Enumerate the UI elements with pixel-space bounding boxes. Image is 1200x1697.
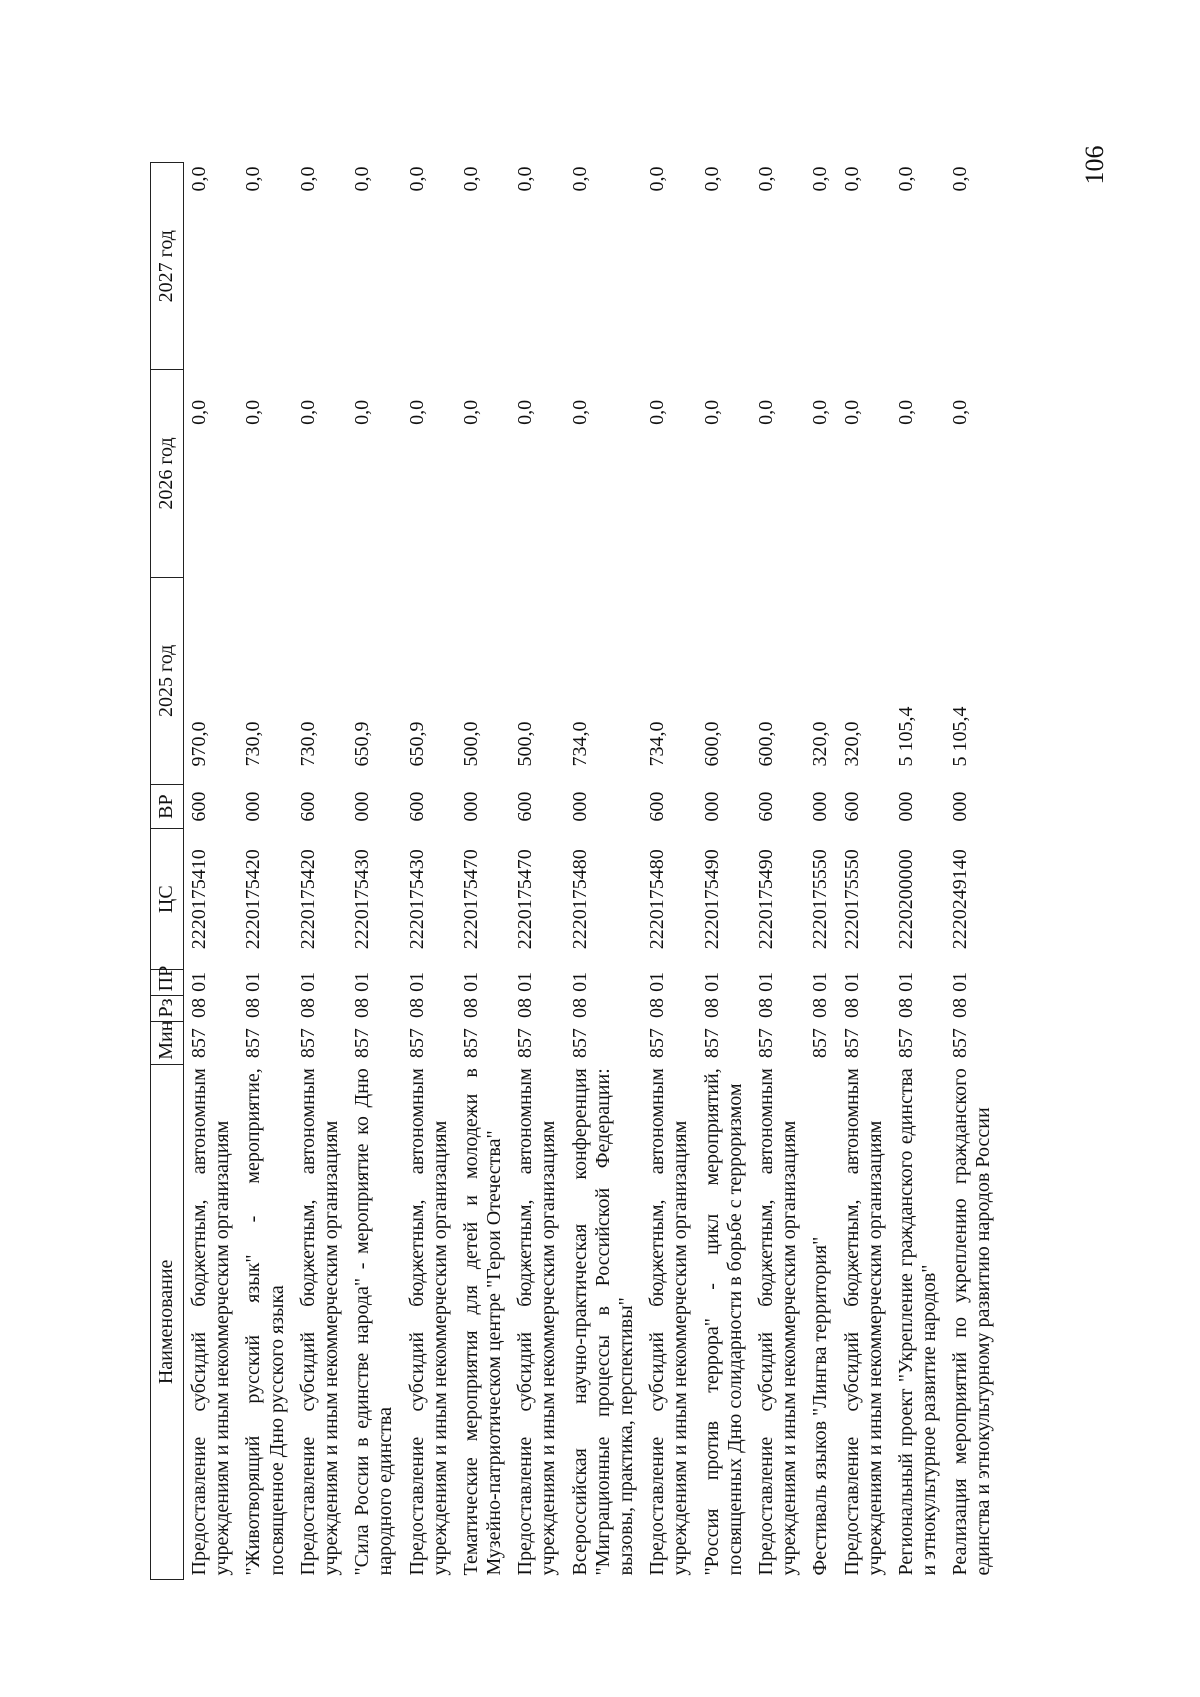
- row-name: "Сила России в единстве народа" - мероприятие ко Дню народного единства: [351, 1068, 397, 1576]
- row-2026: 0,0: [568, 399, 591, 425]
- row-min: 857: [646, 1028, 669, 1059]
- row-2026: 0,0: [514, 399, 537, 425]
- row-2027: 0,0: [894, 166, 917, 192]
- row-vr: 000: [809, 791, 832, 822]
- header-2025: 2025 год: [151, 577, 184, 784]
- row-2027: 0,0: [700, 166, 723, 192]
- row-2026: 0,0: [949, 399, 972, 425]
- row-pr: 01: [242, 971, 265, 992]
- table-body: [184, 163, 1000, 1580]
- row-pr: 01: [568, 971, 591, 992]
- row-rz: 08: [296, 997, 319, 1018]
- row-2027: 0,0: [405, 166, 428, 192]
- row-2026: 0,0: [809, 399, 832, 425]
- row-2027: 0,0: [296, 166, 319, 192]
- row-cs: 2220175430: [405, 849, 428, 950]
- row-rz: 08: [459, 997, 482, 1018]
- row-min: 857: [894, 1028, 917, 1059]
- row-2026: 0,0: [188, 399, 210, 425]
- row-vr: 600: [754, 791, 777, 822]
- row-rz: 08: [840, 997, 863, 1018]
- row-2026: 0,0: [459, 399, 482, 425]
- row-cs: 2220175420: [242, 849, 265, 950]
- row-min: 857: [188, 1028, 210, 1059]
- row-min: 857: [514, 1028, 537, 1059]
- row-pr: 01: [949, 971, 972, 992]
- row-2026: 0,0: [840, 399, 863, 425]
- table-row: [805, 163, 836, 1580]
- table-row: [238, 163, 292, 1580]
- row-name: Фестиваль языков "Лингва территория": [809, 1236, 832, 1576]
- row-2026: 0,0: [242, 399, 265, 425]
- row-vr: 000: [459, 791, 482, 822]
- row-cs: 2220175490: [700, 849, 723, 950]
- row-2025: 600,0: [754, 721, 777, 767]
- header-min: Мин: [151, 1022, 184, 1064]
- row-pr: 01: [514, 971, 537, 992]
- row-2025: 730,0: [296, 721, 319, 767]
- table-row: [402, 163, 456, 1580]
- row-vr: 600: [405, 791, 428, 822]
- row-min: 857: [242, 1028, 265, 1059]
- row-name: Предоставление субсидий бюджетным, автономным учреждениям и иным некоммерческим организациям: [514, 1068, 560, 1576]
- row-name: Предоставление субсидий бюджетным, автономным учреждениям и иным некоммерческим организациям: [840, 1068, 886, 1576]
- row-min: 857: [459, 1028, 482, 1059]
- row-cs: 2220175470: [514, 849, 537, 950]
- row-name: "Россия против террора" - цикл мероприятий, посвященных Дню солидарности в борьбе с терроризмом: [700, 1068, 746, 1576]
- row-vr: 600: [296, 791, 319, 822]
- row-min: 857: [840, 1028, 863, 1059]
- row-vr: 600: [514, 791, 537, 822]
- row-name: Предоставление субсидий бюджетным, автономным учреждениям и иным некоммерческим организациям: [646, 1068, 692, 1576]
- header-cs: ЦС: [151, 829, 184, 970]
- header-rz: Рз: [151, 996, 184, 1022]
- row-2025: 734,0: [568, 721, 591, 767]
- row-2026: 0,0: [754, 399, 777, 425]
- row-rz: 08: [894, 997, 917, 1018]
- row-pr: 01: [459, 971, 482, 992]
- row-2025: 600,0: [700, 721, 723, 767]
- row-cs: 2220175480: [568, 849, 591, 950]
- row-2027: 0,0: [840, 166, 863, 192]
- table-row: [751, 163, 805, 1580]
- row-2025: 5 105,4: [894, 706, 917, 767]
- row-2025: 500,0: [514, 721, 537, 767]
- row-2026: 0,0: [894, 399, 917, 425]
- row-2025: 500,0: [459, 721, 482, 767]
- row-rz: 08: [568, 997, 591, 1018]
- row-pr: 01: [296, 971, 319, 992]
- row-vr: 000: [568, 791, 591, 822]
- rotated-table-container: [150, 160, 1050, 1580]
- row-2025: 650,9: [405, 721, 428, 767]
- row-rz: 08: [514, 997, 537, 1018]
- row-2026: 0,0: [646, 399, 669, 425]
- row-2027: 0,0: [568, 166, 591, 192]
- row-vr: 000: [700, 791, 723, 822]
- row-vr: 000: [894, 791, 917, 822]
- row-2025: 5 105,4: [949, 706, 972, 767]
- row-cs: 2220175410: [188, 849, 210, 950]
- row-2026: 0,0: [405, 399, 428, 425]
- row-cs: 2220175480: [646, 849, 669, 950]
- row-pr: 01: [894, 971, 917, 992]
- row-name: Предоставление субсидий бюджетным, автономным учреждениям и иным некоммерческим организациям: [405, 1068, 451, 1576]
- row-vr: 600: [188, 791, 210, 822]
- row-rz: 08: [754, 997, 777, 1018]
- header-2027: 2027 год: [151, 163, 184, 370]
- row-2027: 0,0: [242, 166, 265, 192]
- row-2025: 734,0: [646, 721, 669, 767]
- row-2027: 0,0: [514, 166, 537, 192]
- row-2027: 0,0: [949, 166, 972, 192]
- table-row: [565, 163, 643, 1580]
- row-name: Предоставление субсидий бюджетным, автономным учреждениям и иным некоммерческим организациям: [754, 1068, 801, 1576]
- table-row: [293, 163, 347, 1580]
- row-cs: 2220175490: [754, 849, 777, 950]
- row-2026: 0,0: [700, 399, 723, 425]
- row-vr: 000: [351, 791, 374, 822]
- row-cs: 2220175550: [809, 849, 832, 950]
- row-rz: 08: [405, 997, 428, 1018]
- row-name: Всероссийская научно-практическая конференция "Миграционные процессы в Российской Федерации: вызовы, практика, перспективы": [568, 1068, 637, 1576]
- row-name: Реализация мероприятий по укреплению гражданского единства и этнокультурному развитию народов России: [949, 1068, 995, 1576]
- row-vr: 600: [840, 791, 863, 822]
- row-cs: 2220175430: [351, 849, 374, 950]
- row-pr: 01: [754, 971, 777, 992]
- table-row: [837, 163, 891, 1580]
- table-row: [697, 163, 751, 1580]
- row-2027: 0,0: [188, 166, 210, 192]
- row-min: 857: [754, 1028, 777, 1059]
- page-number: 106: [1080, 145, 1109, 185]
- row-2027: 0,0: [351, 166, 374, 192]
- row-rz: 08: [700, 997, 723, 1018]
- table-header-row: [151, 163, 184, 1580]
- row-2027: 0,0: [754, 166, 777, 192]
- row-name: Тематические мероприятия для детей и молодежи в Музейно-патриотическом центре "Герои Отечества": [459, 1068, 506, 1576]
- row-pr: 01: [351, 971, 374, 992]
- table-row: [510, 163, 564, 1580]
- row-pr: 01: [840, 971, 863, 992]
- header-vr: ВР: [151, 784, 184, 828]
- table-row: [642, 163, 696, 1580]
- row-2027: 0,0: [809, 166, 832, 192]
- row-min: 857: [809, 1028, 832, 1059]
- header-pr: ПР: [151, 970, 184, 996]
- row-min: 857: [405, 1028, 428, 1059]
- row-vr: 600: [646, 791, 669, 822]
- row-min: 857: [700, 1028, 723, 1059]
- table-row: [945, 163, 999, 1580]
- row-min: 857: [351, 1028, 374, 1059]
- row-rz: 08: [351, 997, 374, 1018]
- row-cs: 2220175420: [296, 849, 319, 950]
- row-name: Предоставление субсидий бюджетным, автономным учреждениям и иным некоммерческим организациям: [188, 1068, 234, 1576]
- row-name: "Животворящий русский язык" - мероприятие, посвященное Дню русского языка: [242, 1068, 288, 1576]
- row-pr: 01: [405, 971, 428, 992]
- header-name: Наименование: [151, 1064, 184, 1579]
- row-name: Предоставление субсидий бюджетным, автономным учреждениям и иным некоммерческим организациям: [296, 1068, 342, 1576]
- row-pr: 01: [188, 971, 210, 992]
- table-row: [456, 163, 510, 1580]
- row-rz: 08: [646, 997, 669, 1018]
- table-row: [347, 163, 401, 1580]
- row-2025: 730,0: [242, 721, 265, 767]
- row-rz: 08: [949, 997, 972, 1018]
- row-2026: 0,0: [351, 399, 374, 425]
- row-rz: 08: [242, 997, 265, 1018]
- row-cs: 2220175470: [459, 849, 482, 950]
- row-cs: 2220175550: [840, 849, 863, 950]
- row-2027: 0,0: [646, 166, 669, 192]
- row-vr: 000: [242, 791, 265, 822]
- row-2025: 320,0: [809, 721, 832, 767]
- row-min: 857: [568, 1028, 591, 1059]
- row-rz: 08: [188, 997, 210, 1018]
- row-min: 857: [296, 1028, 319, 1059]
- row-name: Региональный проект "Укрепление гражданского единства и этнокультурное развитие народов": [894, 1068, 941, 1576]
- row-vr: 000: [949, 791, 972, 822]
- row-pr: 01: [809, 971, 832, 992]
- row-2025: 320,0: [840, 721, 863, 767]
- row-cs: 2220249140: [949, 849, 972, 950]
- row-2026: 0,0: [296, 399, 319, 425]
- row-min: 857: [949, 1028, 972, 1059]
- row-2025: 970,0: [188, 721, 210, 767]
- table-row: [184, 163, 239, 1580]
- budget-table: [150, 162, 1000, 1580]
- row-pr: 01: [646, 971, 669, 992]
- row-cs: 2220200000: [894, 849, 917, 950]
- row-rz: 08: [809, 997, 832, 1018]
- table-row: [891, 163, 945, 1580]
- row-2027: 0,0: [459, 166, 482, 192]
- row-2025: 650,9: [351, 721, 374, 767]
- header-2026: 2026 год: [151, 370, 184, 577]
- row-pr: 01: [700, 971, 723, 992]
